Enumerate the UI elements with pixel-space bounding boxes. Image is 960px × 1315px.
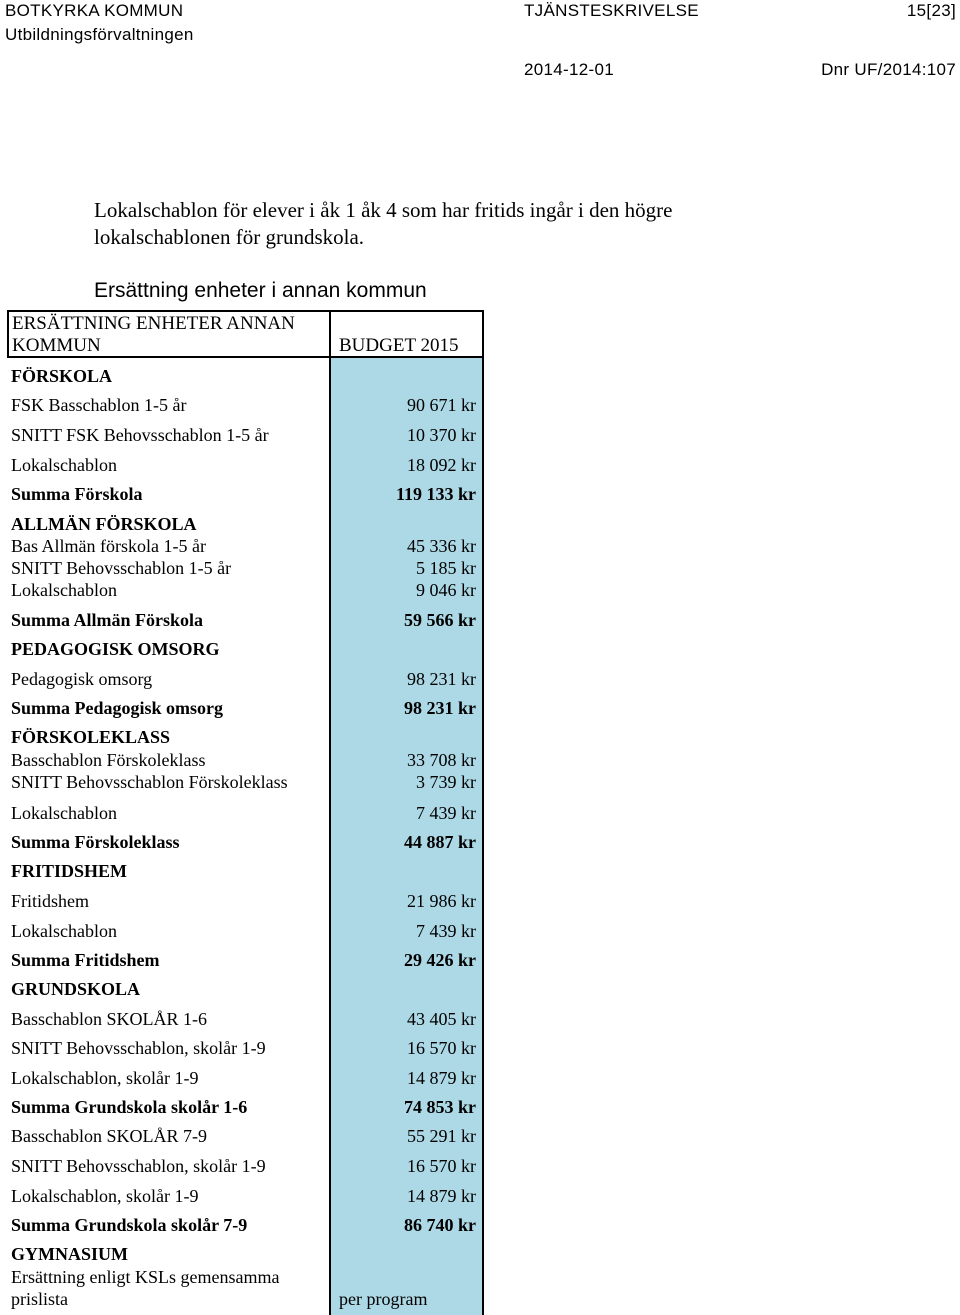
row-label: Lokalschablon (11, 921, 117, 941)
row-value: 98 231 kr (404, 698, 476, 718)
row-label: Summa Allmän Förskola (11, 610, 204, 630)
table-border-left (7, 310, 9, 358)
row-label: GRUNDSKOLA (11, 979, 141, 999)
section-title: Ersättning enheter i annan kommun (94, 279, 427, 302)
row-value: 21 986 kr (407, 891, 476, 911)
row-label: FÖRSKOLA (11, 366, 113, 386)
row-value: 5 185 kr (416, 558, 476, 578)
row-label: GYMNASIUM (11, 1244, 128, 1264)
intro-text: Lokalschablon för elever i åk 1 åk 4 som har fritids ingår i den högre lokalschablonen för grundskola. (94, 198, 673, 249)
row-label: SNITT Behovsschablon, skolår 1-9 (11, 1038, 266, 1058)
row-value: 86 740 kr (404, 1215, 476, 1235)
page-number: 15[23] (906, 1, 956, 20)
row-label: Basschablon Förskoleklass (11, 750, 206, 770)
row-label: Lokalschablon, skolår 1-9 (11, 1186, 199, 1206)
table-column-divider (329, 310, 331, 1315)
table-header-budget: BUDGET 2015 (339, 335, 459, 356)
row-label: Basschablon SKOLÅR 7-9 (11, 1126, 207, 1146)
row-value: 33 708 kr (407, 750, 476, 770)
row-label: Summa Grundskola skolår 7-9 (11, 1215, 248, 1235)
row-value: 45 336 kr (407, 536, 476, 556)
row-label: Lokalschablon (11, 803, 117, 823)
row-label: SNITT Behovsschablon 1-5 år (11, 558, 232, 578)
row-value: 7 439 kr (416, 803, 476, 823)
row-label: FRITIDSHEM (11, 861, 128, 881)
row-value: 16 570 kr (407, 1156, 476, 1176)
department-name: Utbildningsförvaltningen (5, 25, 194, 44)
row-value: 14 879 kr (407, 1068, 476, 1088)
org-name: BOTKYRKA KOMMUN (5, 1, 184, 20)
document-type: TJÄNSTESKRIVELSE (524, 1, 699, 20)
compensation-table (7, 310, 484, 1315)
row-value: 18 092 kr (407, 455, 476, 475)
row-value: 59 566 kr (404, 610, 476, 630)
row-label: Summa Fritidshem (11, 950, 160, 970)
table-header-left-line-2: KOMMUN (12, 335, 101, 356)
row-value: 74 853 kr (404, 1097, 476, 1117)
row-value: 55 291 kr (407, 1126, 476, 1146)
document-date: 2014-12-01 (524, 60, 614, 79)
table-border-top (7, 310, 484, 312)
row-value: 43 405 kr (407, 1009, 476, 1029)
row-label: Summa Förskoleklass (11, 832, 180, 852)
table-header-left-line-1: ERSÄTTNING ENHETER ANNAN (12, 313, 295, 334)
row-label: Pedagogisk omsorg (11, 669, 153, 689)
row-label: SNITT Behovsschablon, skolår 1-9 (11, 1156, 266, 1176)
row-value: 3 739 kr (416, 772, 476, 792)
table-border-right (482, 310, 484, 1315)
row-label: Summa Pedagogisk omsorg (11, 698, 224, 718)
row-value: 7 439 kr (416, 921, 476, 941)
row-label: Ersättning enligt KSLs gemensamma (11, 1267, 280, 1287)
row-label: SNITT Behovsschablon Förskoleklass (11, 772, 288, 792)
row-label: Lokalschablon (11, 580, 117, 600)
row-value: 90 671 kr (407, 395, 476, 415)
row-label: FÖRSKOLEKLASS (11, 727, 171, 747)
row-value: 29 426 kr (404, 950, 476, 970)
row-label: PEDAGOGISK OMSORG (11, 639, 220, 659)
row-value: 9 046 kr (416, 580, 476, 600)
row-label: Bas Allmän förskola 1-5 år (11, 536, 206, 556)
row-label: prislista (11, 1289, 68, 1309)
row-label: SNITT FSK Behovsschablon 1-5 år (11, 425, 269, 445)
row-value: 119 133 kr (395, 484, 476, 504)
per-program-value: per program (339, 1289, 428, 1309)
row-value: 10 370 kr (407, 425, 476, 445)
row-label: Lokalschablon, skolår 1-9 (11, 1068, 199, 1088)
intro-paragraph (94, 197, 814, 251)
row-label: Lokalschablon (11, 455, 117, 475)
row-label: Basschablon SKOLÅR 1-6 (11, 1009, 207, 1029)
row-value: 14 879 kr (407, 1186, 476, 1206)
row-value: 44 887 kr (404, 832, 476, 852)
row-label: FSK Basschablon 1-5 år (11, 395, 187, 415)
row-value: 98 231 kr (407, 669, 476, 689)
row-label: Summa Förskola (11, 484, 143, 504)
document-reference: Dnr UF/2014:107 (821, 60, 956, 79)
row-label: Fritidshem (11, 891, 90, 911)
row-label: ALLMÄN FÖRSKOLA (11, 514, 197, 534)
row-value: 16 570 kr (407, 1038, 476, 1058)
row-label: Summa Grundskola skolår 1-6 (11, 1097, 248, 1117)
